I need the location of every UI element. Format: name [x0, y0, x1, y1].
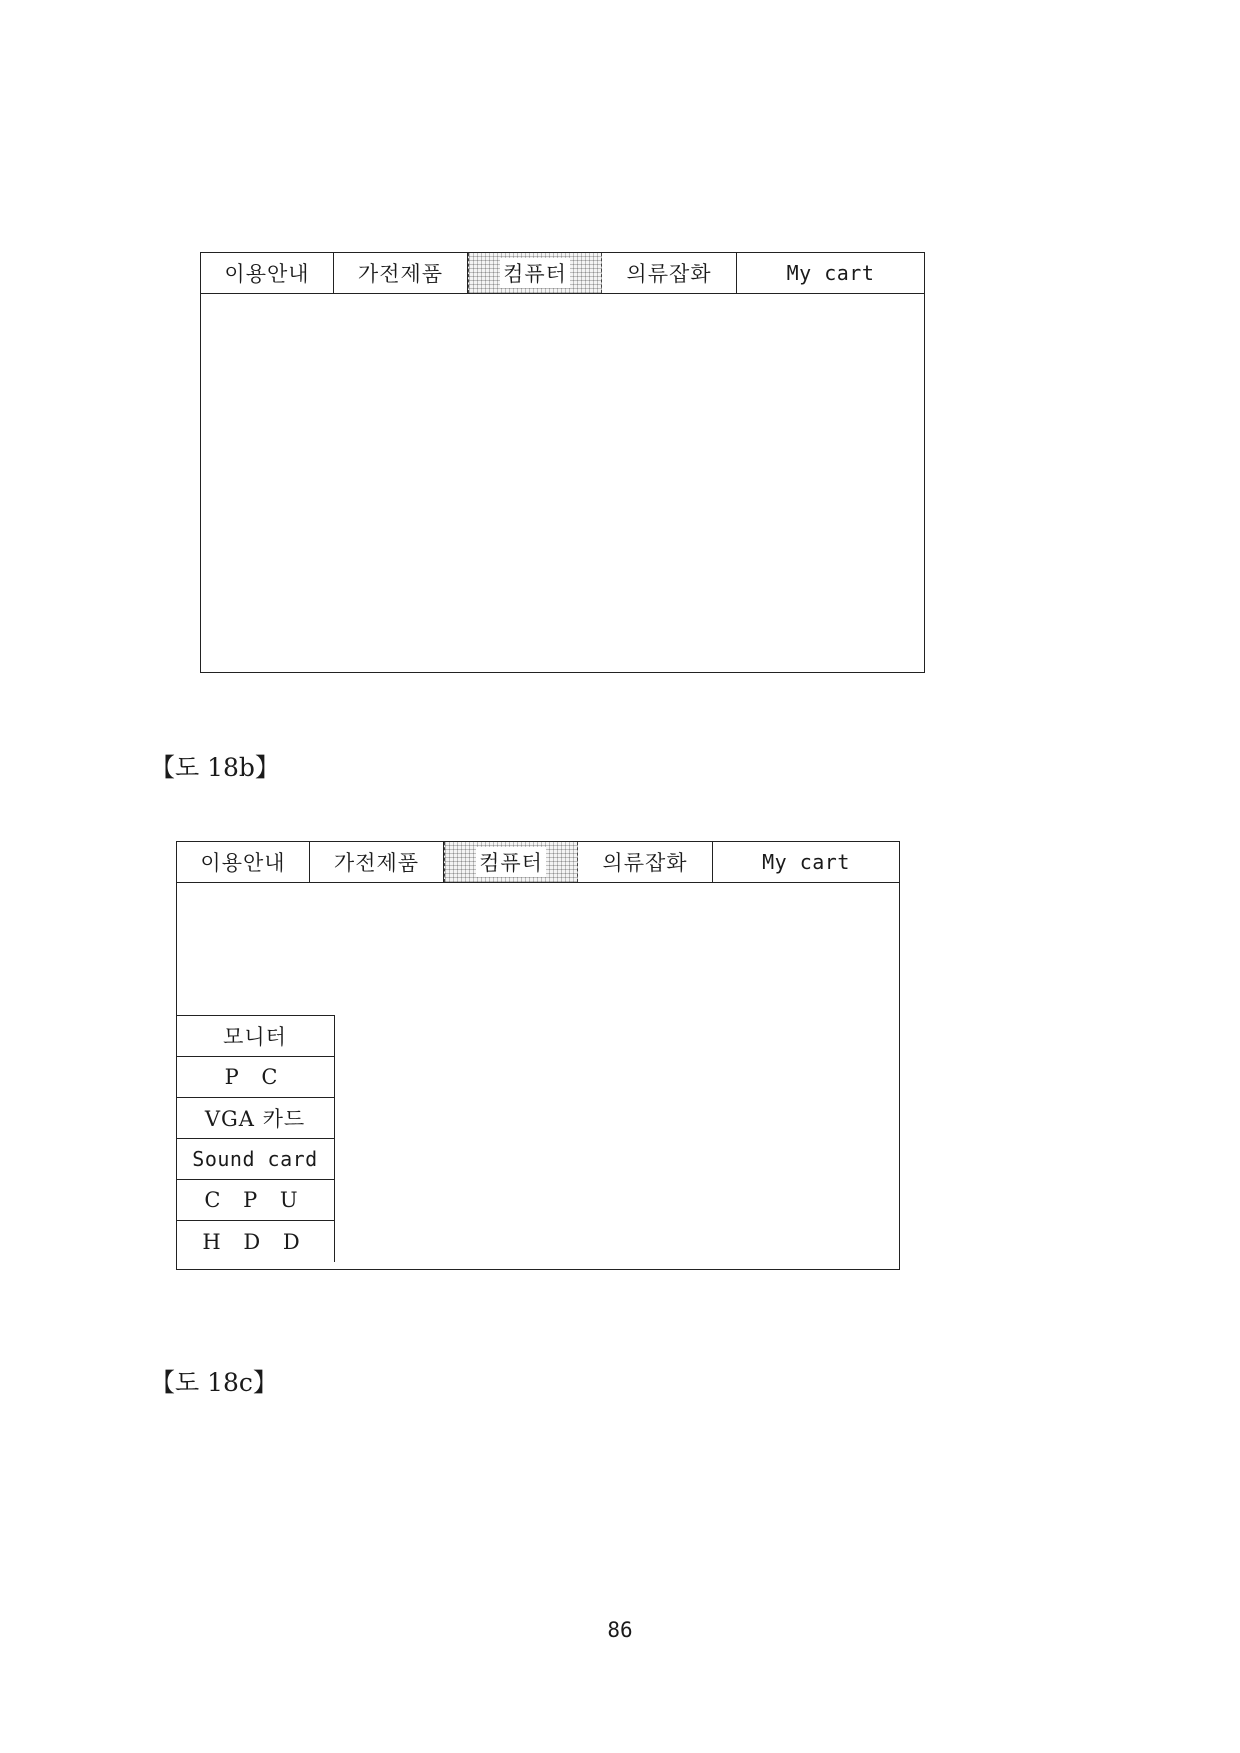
tab-label: 가전제품 — [357, 262, 444, 286]
tab-appliances[interactable] — [310, 842, 444, 882]
tab-label: 가전제품 — [333, 851, 420, 875]
tab-my-cart[interactable] — [713, 842, 899, 882]
tab-guide[interactable] — [201, 253, 334, 293]
tab-computer-selected[interactable] — [444, 842, 578, 882]
tab-clothing[interactable] — [578, 842, 713, 882]
page-number: 86 — [607, 1618, 633, 1642]
tab-label: 이용안내 — [200, 851, 286, 875]
figure-a-tab-bar — [201, 253, 924, 294]
figure-b-tab-bar — [177, 842, 899, 883]
submenu-item-pc[interactable]: P C — [176, 1057, 334, 1098]
figure-caption-18b: 【도 18b】 — [150, 753, 280, 782]
computer-submenu — [176, 1015, 335, 1262]
tab-label: 의류잡화 — [602, 851, 688, 875]
tab-label: 이용안내 — [224, 262, 310, 286]
figure-caption-18c: 【도 18c】 — [150, 1368, 278, 1397]
submenu-item-sound-card[interactable]: Sound card — [176, 1139, 334, 1180]
submenu-item-monitor[interactable]: 모니터 — [176, 1016, 334, 1057]
figure-a-window — [200, 252, 925, 673]
tab-label: 컴퓨터 — [500, 258, 570, 288]
tab-computer-selected[interactable] — [468, 253, 602, 293]
tab-my-cart[interactable] — [737, 253, 924, 293]
tab-label: My cart — [786, 261, 875, 285]
tab-clothing[interactable] — [602, 253, 737, 293]
figure-b-window — [176, 841, 900, 1270]
tab-guide[interactable] — [177, 842, 310, 882]
tab-label: My cart — [762, 850, 850, 874]
submenu-item-vga-card[interactable]: VGA 카드 — [176, 1098, 334, 1139]
submenu-item-hdd[interactable]: H D D — [176, 1221, 334, 1262]
submenu-item-cpu[interactable]: C P U — [176, 1180, 334, 1221]
tab-label: 의류잡화 — [626, 262, 712, 286]
tab-appliances[interactable] — [334, 253, 468, 293]
tab-label: 컴퓨터 — [476, 847, 546, 877]
